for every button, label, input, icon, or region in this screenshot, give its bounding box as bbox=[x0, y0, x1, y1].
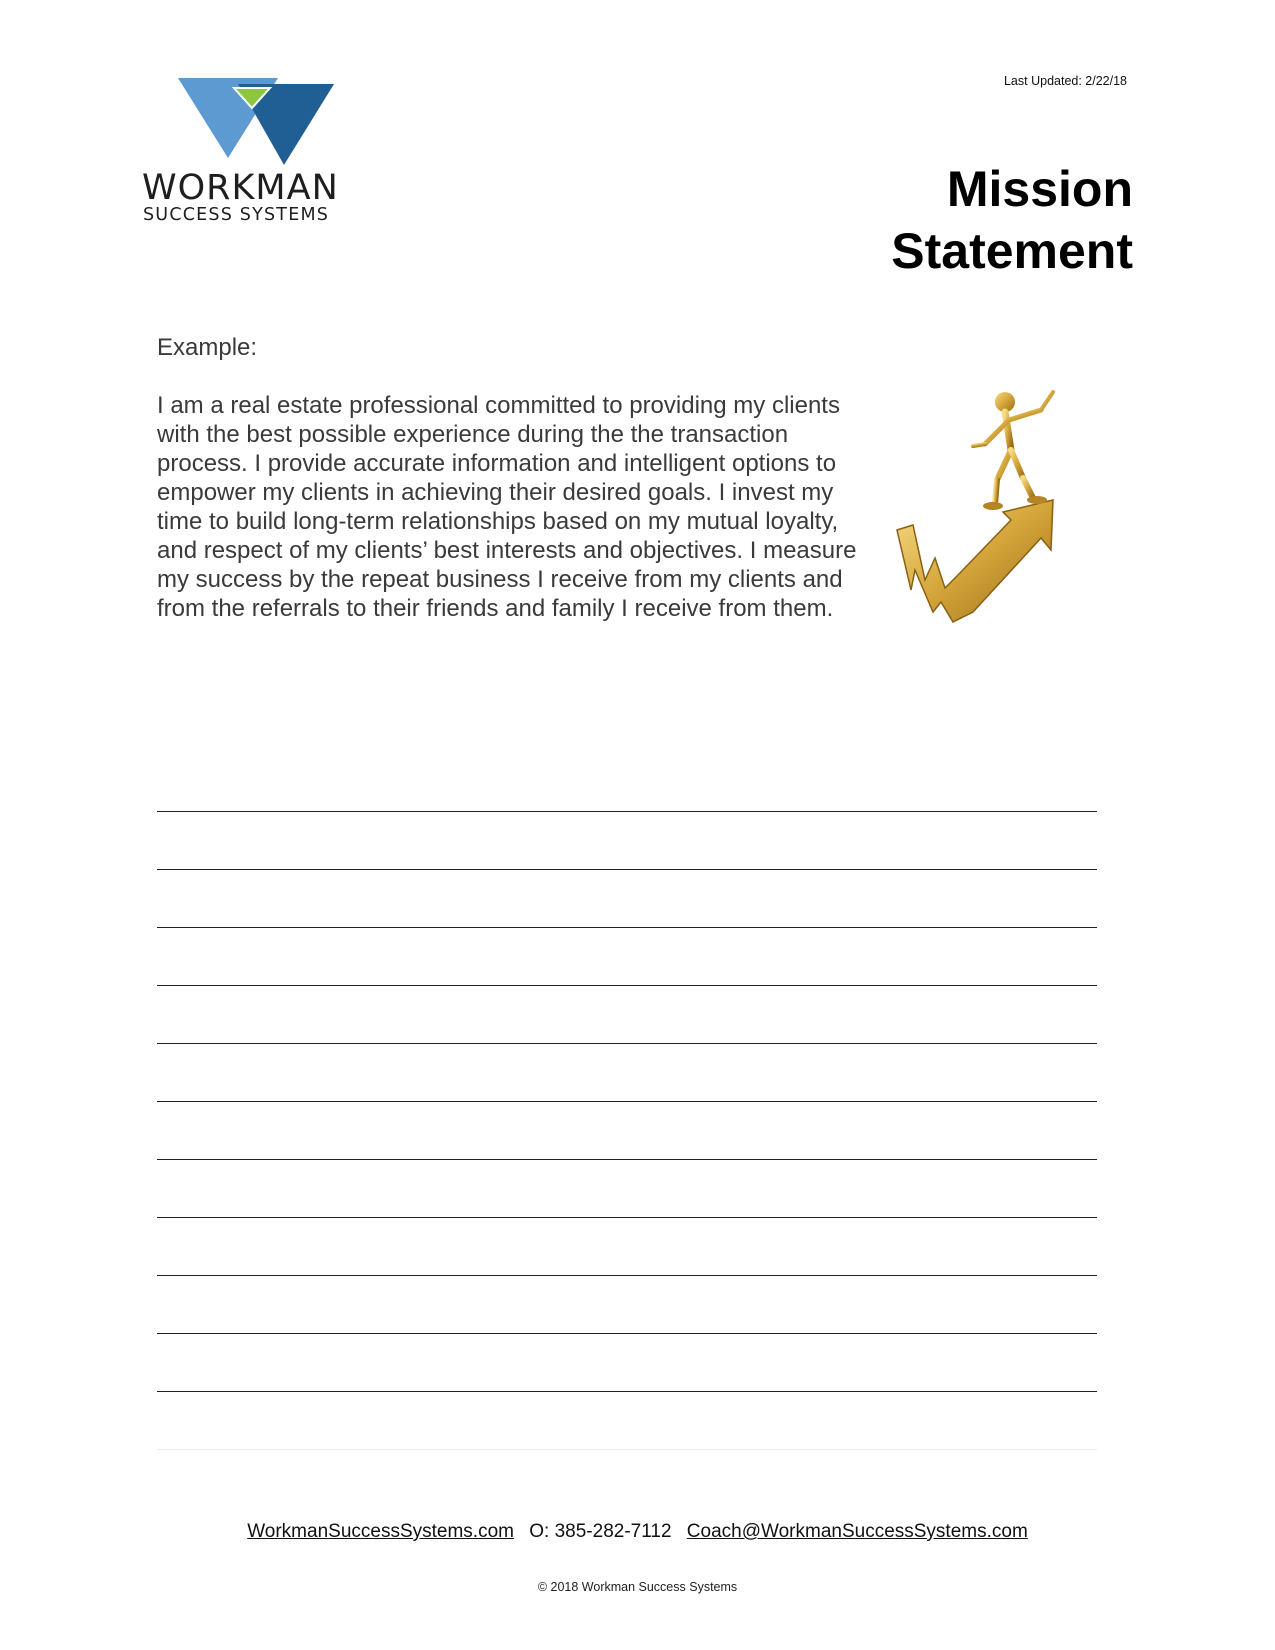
writing-line[interactable] bbox=[157, 1276, 1097, 1334]
company-logo bbox=[142, 78, 368, 228]
title-line-2: Statement bbox=[891, 223, 1133, 279]
writing-line[interactable] bbox=[157, 986, 1097, 1044]
example-paragraph: I am a real estate professional committed to providing my clients with the best possible experience during the the transaction process. I provide accurate information and intelligent options to empower my clients in achieving their desired goals. I invest my time to build long-term relationships based on my mutual loyalty, and respect of my clients’ best interests and objectives. I measure my success by the repeat business I receive from my clients and from the referrals to their friends and family I receive from them. bbox=[157, 392, 857, 622]
writing-line[interactable] bbox=[157, 1218, 1097, 1276]
writing-line[interactable] bbox=[157, 928, 1097, 986]
writing-line[interactable] bbox=[157, 1044, 1097, 1102]
email-link[interactable]: Coach@WorkmanSuccessSystems.com bbox=[686, 1521, 1028, 1542]
writing-line[interactable] bbox=[157, 1334, 1097, 1392]
logo-triangles-icon bbox=[178, 78, 334, 166]
title-line-1: Mission bbox=[946, 161, 1133, 217]
page-title bbox=[891, 158, 1133, 282]
success-illustration bbox=[893, 390, 1093, 635]
writing-line[interactable] bbox=[157, 754, 1097, 812]
phone-number: O: 385-282-7112 bbox=[529, 1521, 672, 1542]
gold-figure-on-rising-arrow-icon bbox=[893, 390, 1093, 635]
writing-lines bbox=[157, 754, 1097, 1450]
last-updated-date: Last Updated: 2/22/18 bbox=[1003, 74, 1127, 88]
writing-line-faint[interactable] bbox=[157, 1392, 1097, 1450]
writing-line[interactable] bbox=[157, 1160, 1097, 1218]
footer-contact bbox=[0, 1521, 1275, 1543]
website-link[interactable]: WorkmanSuccessSystems.com bbox=[247, 1521, 514, 1542]
writing-line[interactable] bbox=[157, 812, 1097, 870]
logo-wordmark: WORKMAN bbox=[142, 168, 339, 208]
writing-line[interactable] bbox=[157, 1102, 1097, 1160]
logo-subline: SUCCESS SYSTEMS bbox=[143, 205, 330, 225]
copyright-notice: © 2018 Workman Success Systems bbox=[537, 1580, 738, 1594]
example-label: Example: bbox=[157, 334, 258, 361]
writing-line[interactable] bbox=[157, 870, 1097, 928]
